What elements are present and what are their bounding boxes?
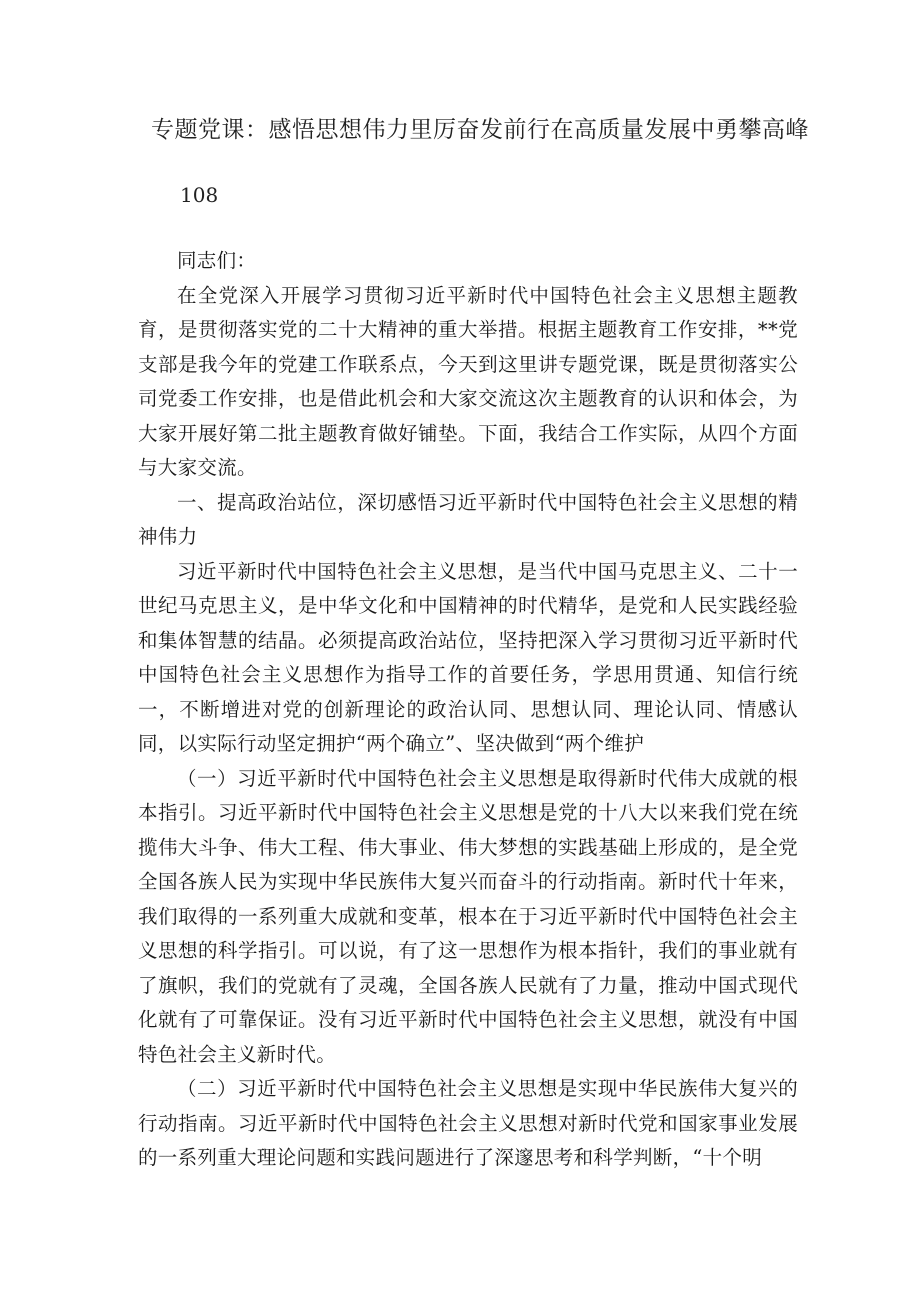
intro-paragraph: 在全党深入开展学习贯彻习近平新时代中国特色社会主义思想主题教育，是贯彻落实党的二十大精神的重大举措。根据主题教育工作安排，**党支部是我今年的党建工作联系点，今天到这里讲专题党课，既是贯彻落实公司党委工作安排，也是借此机会和大家交流这次主题教育的认识和体会，为大家开展好第二批主题教育做好铺垫。下面，我结合工作实际，从四个方面与大家交流。: [138, 283, 798, 479]
subsection-2-paragraph: （二）习近平新时代中国特色社会主义思想是实现中华民族伟大复兴的行动指南。习近平新时代中国特色社会主义思想对新时代党和国家事业发展的一系列重大理论问题和实践问题进行了深邃思考和科学判断，“十个明: [138, 1077, 798, 1169]
section-1-paragraph: 习近平新时代中国特色社会主义思想，是当代中国马克思主义、二十一世纪马克思主义，是中华文化和中国精神的时代精华，是党和人民实践经验和集体智慧的结晶。必须提高政治站位，坚持把深入学习贯彻习近平新时代中国特色社会主义思想作为指导工作的首要任务，学思用贯通、知信行统一，不断增进对党的创新理论的政治认同、思想认同、理论认同、情感认同，以实际行动坚定拥护“两个确立”、坚决做到“两个维护: [138, 559, 798, 755]
subsection-1-paragraph: （一）习近平新时代中国特色社会主义思想是取得新时代伟大成就的根本指引。习近平新时代中国特色社会主义思想是党的十八大以来我们党在统揽伟大斗争、伟大工程、伟大事业、伟大梦想的实践基础上形成的，是全党全国各族人民为实现中华民族伟大复兴而奋斗的行动指南。新时代十年来，我们取得的一系列重大成就和变革，根本在于习近平新时代中国特色社会主义思想的科学指引。可以说，有了这一思想作为根本指针，我们的事业就有了旗帜，我们的党就有了灵魂，全国各族人民就有了力量，推动中国式现代化就有了可靠保证。没有习近平新时代中国特色社会主义思想，就没有中国特色社会主义新时代。: [138, 766, 798, 1066]
document-number: 108: [180, 183, 219, 207]
salutation-paragraph: 同志们：: [177, 249, 257, 272]
document-title: 专题党课：感悟思想伟力里厉奋发前行在高质量发展中勇攀高峰: [151, 117, 809, 143]
section-heading-1: 一、提高政治站位，深切感悟习近平新时代中国特色社会主义思想的精神伟力: [138, 490, 798, 548]
document-body: [138, 244, 798, 1176]
